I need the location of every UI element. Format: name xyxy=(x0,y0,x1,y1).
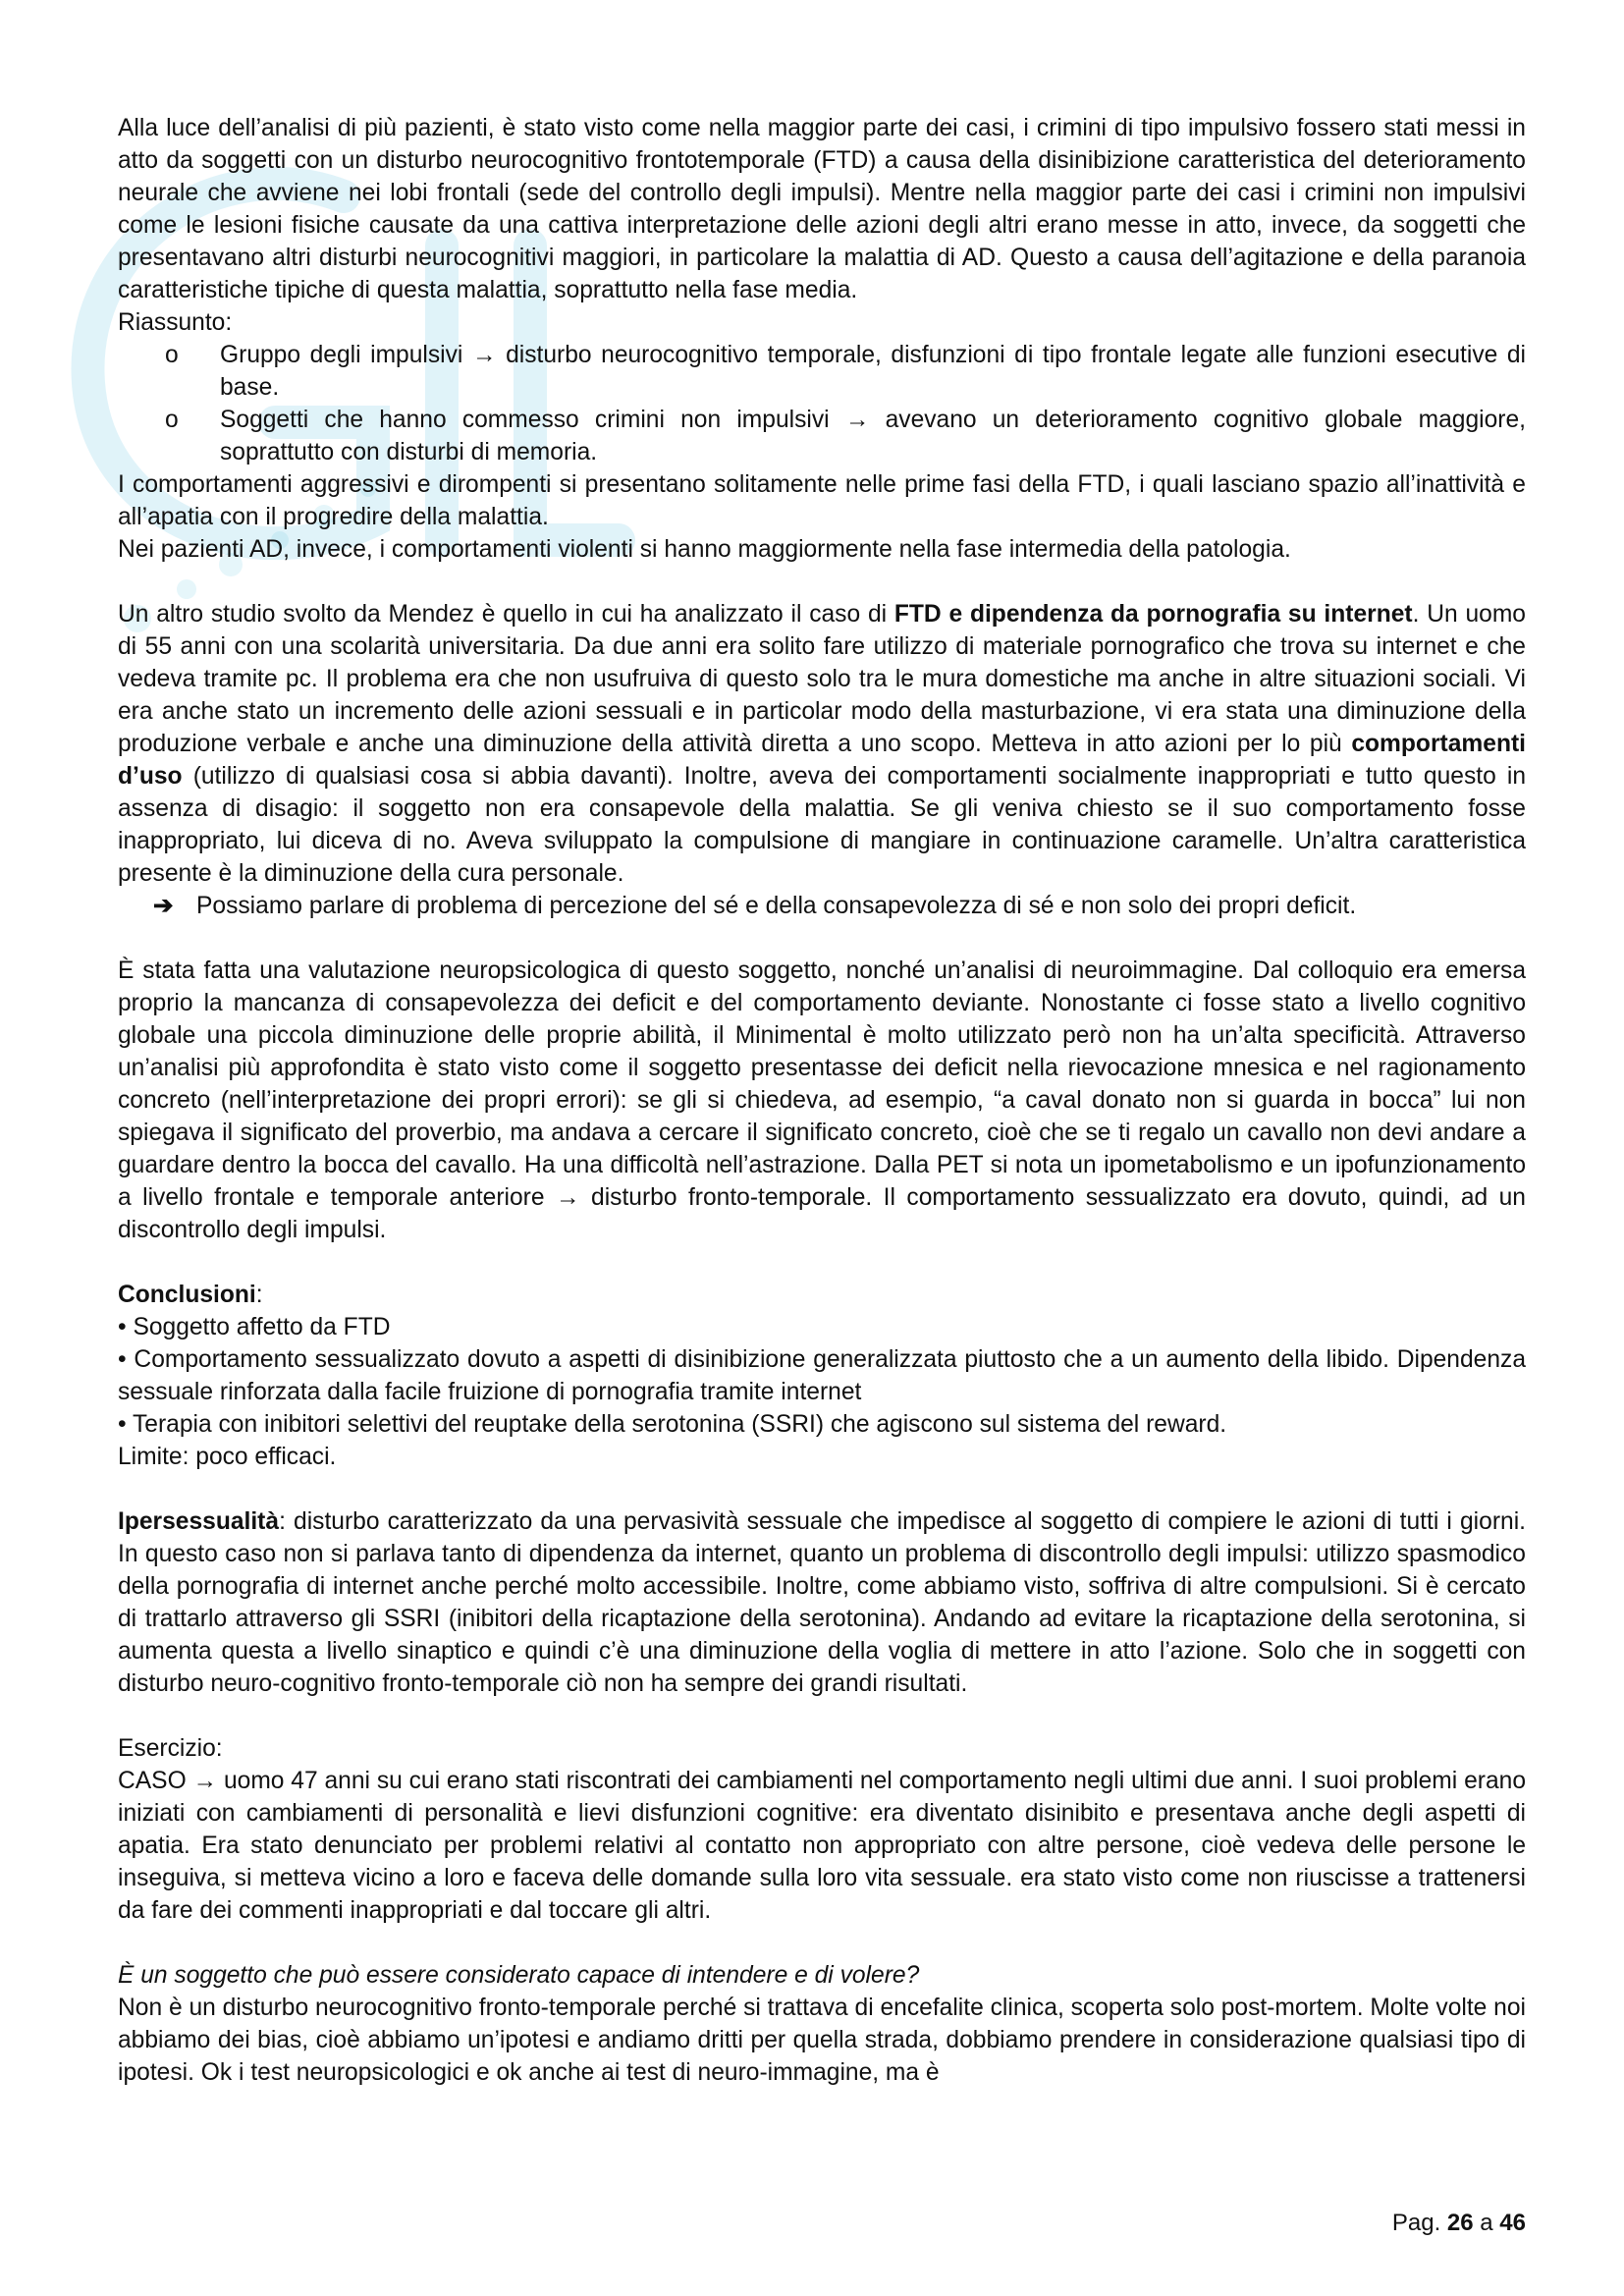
paragraph-caso: CASO → uomo 47 anni su cui erano stati riscontrati dei cambiamenti nel comportamento negli ultimi due anni. I suoi problemi erano iniziati con cambiamenti di personalità e lievi disfunzioni cognitive: era diventato disinibito e presentava anche degli aspetti di apatia. Era stato denunciato per problemi relativi al contatto non appropriato con altre persone, cioè vedeva delle persone le inseguiva, si metteva vicino a loro e faceva delle domande sulla loro vita sessuale. era stato visto come non riuscisse a trattenersi da fare dei commenti inappropriati e dal toccare gli altri. xyxy=(118,1768,1526,1924)
paragraph-crimini: Alla luce dell’analisi di più pazienti, è stato visto come nella maggior parte dei casi, i crimini di tipo impulsivo fossero stati messi in atto da soggetti con un disturbo neurocognitivo frontotemporale (FTD) a causa della disinibizione caratteristica del deterioramento neurale che avviene nei lobi frontali (sede del controllo degli impulsi). Mentre nella maggior parte dei casi i crimini non impulsivi come le lesioni fisiche causate da una cattiva interpretazione delle azioni degli altri erano messe in atto, invece, da soggetti che presentavano altri disturbi neurocognitivi maggiori, in particolare la malattia di AD. Questo a causa dell’agitazione e della paranoia caratteristiche tipiche di questa malattia, soprattutto nella fase media. xyxy=(118,115,1526,303)
paragraph-ftd-fasi: I comportamenti aggressivi e dirompenti si presentano solitamente nelle prime fasi della FTD, i quali lasciano spazio all’inattività e all’apatia con il progredire della malattia. xyxy=(118,471,1526,530)
bold-comportamenti-uso: comportamenti d’uso xyxy=(118,731,1526,790)
arrow-point xyxy=(153,890,1526,922)
esercizio-label: Esercizio: xyxy=(118,1735,223,1762)
arrow-text: Possiamo parlare di problema di percezione del sé e della consapevolezza di sé e non solo dei propri deficit. xyxy=(196,893,1357,919)
conclusione-item: • Soggetto affetto da FTD xyxy=(118,1314,391,1340)
paragraph-ipersessualita: Ipersessualità: disturbo caratterizzato da una pervasività sessuale che impedisce al soggetto di compiere le azioni di tutti i giorni. In questo caso non si parlava tanto di dipendenza da internet, quanto un problema di discontrollo degli impulsi: utilizzo spasmodico della pornografia di internet anche perché molto accessibile. Inoltre, come abbiamo visto, soffriva di altre compulsioni. Si è cercato di trattarlo attraverso gli SSRI (inibitori della ricaptazione della serotonina). Andando ad evitare la ricaptazione della serotonina, si aumenta questa a livello sinaptico e quindi c’è una diminuzione della voglia di mettere in atto l’azione. Solo che in soggetti con disturbo neuro-cognitivo fronto-temporale ciò non ha sempre dei grandi risultati. xyxy=(118,1508,1526,1697)
question-italic: È un soggetto che può essere considerato capace di intendere e di volere? xyxy=(118,1962,920,1989)
list-item xyxy=(165,404,1526,468)
page-number: Pag. 26 a 46 xyxy=(1391,2210,1526,2236)
document-page xyxy=(118,112,1526,2089)
arrow-icon: ➔ xyxy=(153,893,174,919)
bullet-circle: o xyxy=(165,342,179,368)
conclusione-item: • Terapia con inibitori selettivi del reuptake della serotonina (SSRI) che agiscono sul sistema del reward. xyxy=(118,1411,1227,1438)
conclusioni-heading: Conclusioni: xyxy=(118,1282,263,1308)
conclusione-item: • Comportamento sessualizzato dovuto a aspetti di disinibizione generalizzata piuttosto che a un aumento della libido. Dipendenza sessuale rinforzata dalla facile fruizione di pornografia tramite internet xyxy=(118,1346,1526,1405)
riassunto-label: Riassunto: xyxy=(118,309,233,336)
bullet-circle: o xyxy=(165,407,179,433)
paragraph-ad: Nei pazienti AD, invece, i comportamenti violenti si hanno maggiormente nella fase intermedia della patologia. xyxy=(118,536,1291,563)
paragraph-mendez: Un altro studio svolto da Mendez è quello in cui ha analizzato il caso di FTD e dipendenza da pornografia su internet. Un uomo di 55 anni con una scolarità universitaria. Da due anni era solito fare utilizzo di materiale pornografico che trova su internet e che vedeva tramite pc. Il problema era che non usufruiva di questo solo tra le mura domestiche ma anche in altre situazioni sociali. Vi era anche stato un incremento delle azioni sessuali e in particolar modo della masturbazione, vi era stata una diminuzione della produzione verbale e anche una diminuzione della attività diretta a uno scopo. Metteva in atto azioni per lo più comportamenti d’uso (utilizzo di qualsiasi cosa si abbia davanti). Inoltre, aveva dei comportamenti socialmente inappropriati e tutto questo in assenza di disagio: il soggetto non era consapevole della malattia. Se gli veniva chiesto se il suo comportamento fosse inappropriato, lui diceva di no. Aveva sviluppato la compulsione di mangiare in continuazione caramelle. Un’altra caratteristica presente è la diminuzione della cura personale. xyxy=(118,601,1526,887)
bullet-impulsivi: Gruppo degli impulsivi → disturbo neurocognitivo temporale, disfunzioni di tipo frontale legate alle funzioni esecutive di base. xyxy=(220,342,1526,401)
conclusione-limite: Limite: poco efficaci. xyxy=(118,1444,337,1470)
paragraph-final: Non è un disturbo neurocognitivo fronto-temporale perché si trattava di encefalite clinica, scoperta solo post-mortem. Molte volte noi abbiamo dei bias, cioè abbiamo un’ipotesi e andiamo dritti per quella strada, dobbiamo prendere in considerazione qualsiasi tipo di ipotesi. Ok i test neuropsicologici e ok anche ai test di neuro-immagine, ma è xyxy=(118,1995,1527,2086)
paragraph-valutazione: È stata fatta una valutazione neuropsicologica di questo soggetto, nonché un’analisi di neuroimmagine. Dal colloquio era emersa proprio la mancanza di consapevolezza dei deficit e del comportamento deviante. Nonostante ci fosse stato a livello cognitivo globale una piccola diminuzione delle proprie abilità, il Minimental è molto utilizzato però non ha un’alta specificità. Attraverso un’analisi più approfondita è stato visto come il soggetto presentasse dei deficit nella rievocazione mnesica e nel ragionamento concreto (nell’interpretazione dei propri errori): se gli si chiedeva, ad esempio, “a caval donato non si guarda in bocca” lui non spiegava il significato del proverbio, ma andava a cercare il significato concreto, cioè che se ti regalo un cavallo non devi andare a guardare dentro la bocca del cavallo. Ha una difficoltà nell’astrazione. Dalla PET si nota un ipometabolismo e un ipofunzionamento a livello frontale e temporale anteriore → disturbo fronto-temporale. Il comportamento sessualizzato era dovuto, quindi, ad un discontrollo degli impulsi. xyxy=(118,957,1526,1243)
bold-ftd-pornografia: FTD e dipendenza da pornografia su internet xyxy=(893,601,1413,628)
bullet-non-impulsivi: Soggetti che hanno commesso crimini non impulsivi → avevano un deterioramento cognitivo globale maggiore, soprattutto con disturbi di memoria. xyxy=(220,407,1526,465)
list-item xyxy=(165,339,1526,404)
